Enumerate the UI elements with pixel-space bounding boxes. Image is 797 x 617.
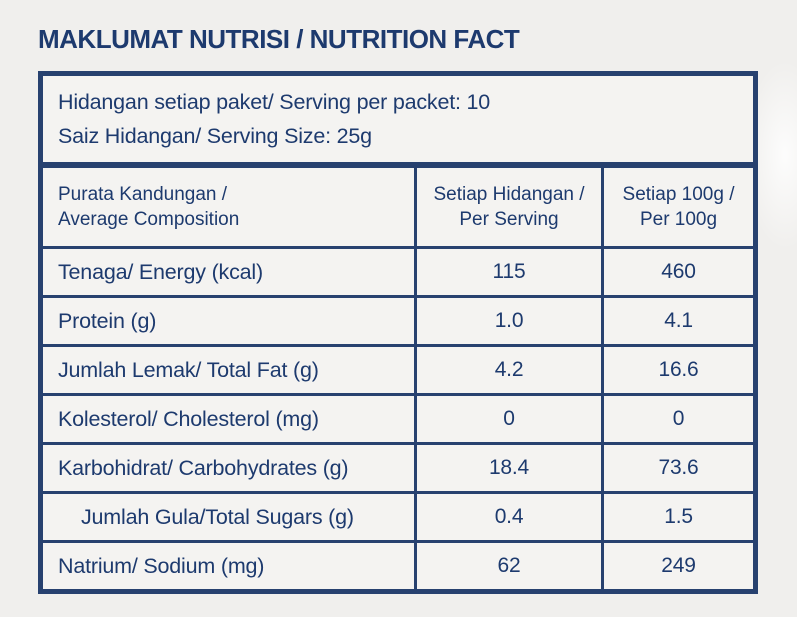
serving-per-packet: Hidangan setiap paket/ Serving per packet: 10 [58,90,491,114]
per-serving-value: 115 [416,248,603,297]
table-row-carbohydrates [41,444,756,493]
per-serving-value: 0 [416,395,603,444]
row-label: Protein (g) [41,297,416,346]
header-per-serving: Setiap Hidangan / Per Serving [416,165,603,248]
table-row-sodium [41,542,756,592]
table-row-cholesterol [41,395,756,444]
table-row-protein [41,297,756,346]
per-serving-value: 18.4 [416,444,603,493]
row-label: Natrium/ Sodium (mg) [41,542,416,592]
header-average-composition: Purata Kandungan / Average Composition [41,165,416,248]
table-row-total-sugars [41,493,756,542]
per-serving-value: 0.4 [416,493,603,542]
serving-info-row [41,74,756,166]
per-100g-value: 73.6 [603,444,756,493]
serving-size: Saiz Hidangan/ Serving Size: 25g [58,124,372,148]
per-serving-value: 62 [416,542,603,592]
per-100g-value: 460 [603,248,756,297]
table-row-total-fat [41,346,756,395]
per-100g-value: 1.5 [603,493,756,542]
page-title: MAKLUMAT NUTRISI / NUTRITION FACT [38,24,520,54]
row-label: Tenaga/ Energy (kcal) [41,248,416,297]
per-100g-value: 249 [603,542,756,592]
row-label: Kolesterol/ Cholesterol (mg) [41,395,416,444]
per-100g-value: 0 [603,395,756,444]
per-serving-value: 1.0 [416,297,603,346]
per-100g-value: 4.1 [603,297,756,346]
nutrition-table [38,71,758,594]
per-100g-value: 16.6 [603,346,756,395]
header-per-100g: Setiap 100g / Per 100g [603,165,756,248]
row-label: Jumlah Gula/Total Sugars (g) [41,493,416,542]
row-label: Karbohidrat/ Carbohydrates (g) [41,444,416,493]
per-serving-value: 4.2 [416,346,603,395]
table-row-energy [41,248,756,297]
header-row [41,165,756,248]
serving-info [41,74,756,166]
row-label: Jumlah Lemak/ Total Fat (g) [41,346,416,395]
